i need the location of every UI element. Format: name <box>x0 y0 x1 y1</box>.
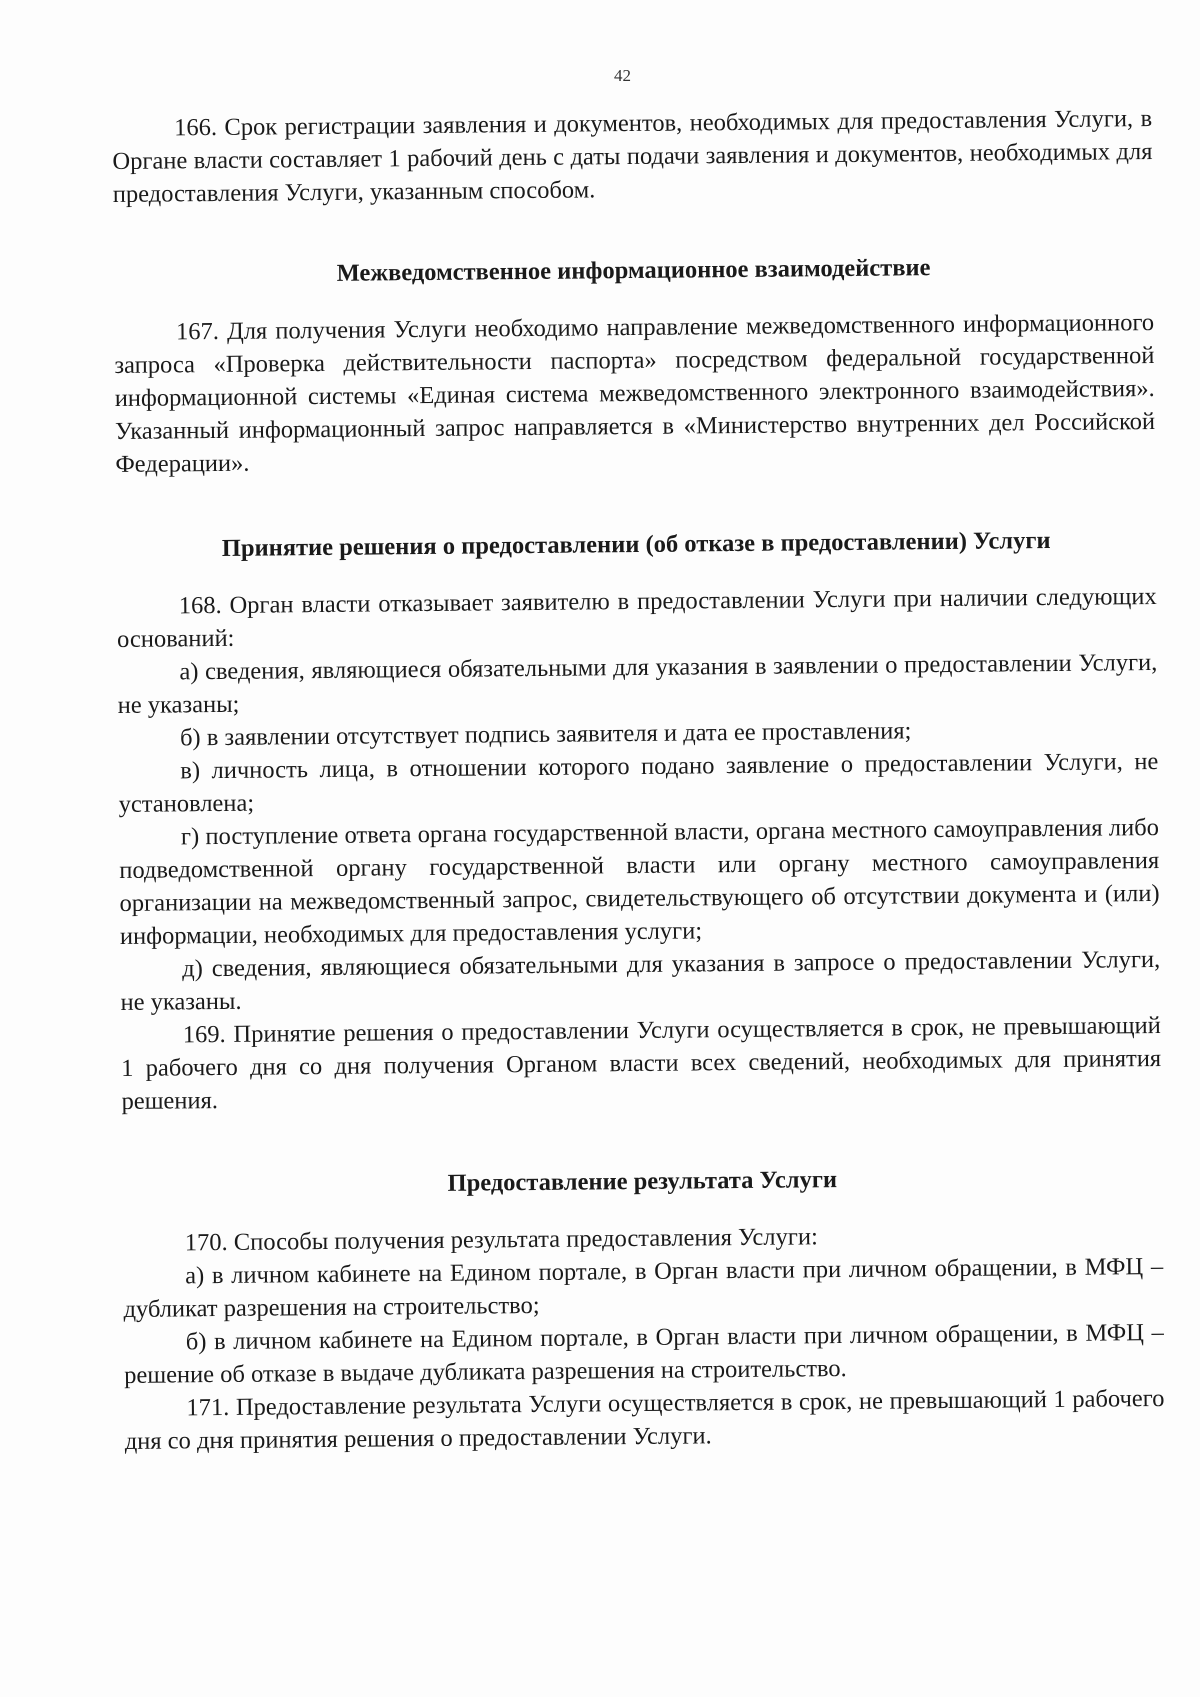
section-heading-interagency: Межведомственное информационное взаимодействие <box>336 254 931 287</box>
paragraph-168: 168. Орган власти отказывает заявителю в предоставлении Услуги при наличии следующих оснований: <box>116 582 1157 653</box>
paragraph-166: 166. Срок регистрации заявления и документов, необходимых для предоставления Услуги, в Органе власти составляет 1 рабочий день с даты подачи заявления и документов, необходимых для предоставления Услуги, указанным способом. <box>112 105 1153 208</box>
paragraph-169: 169. Принятие решения о предоставлении Услуги осуществляется в срок, не превышающий 1 рабочего дня со дня получения Органом власти всех сведений, необходимых для принятия решения. <box>121 1011 1162 1115</box>
page-number: 42 <box>614 66 631 85</box>
paragraph-167: 167. Для получения Услуги необходимо направление межведомственного информационного запроса «Проверка действительности паспорта» посредством федеральной государственной информационной системы «Единая система межведомственного электронного взаимодействия». Указанный информационный запрос направляется в «Министерство внутренних дел Российской Федерации». <box>114 309 1156 478</box>
paragraph-171: 171. Предоставление результата Услуги осуществляется в срок, не превышающий 1 рабочего дня со дня принятия решения о предоставлении Услуги. <box>124 1384 1165 1455</box>
list-item-170-a: а) в личном кабинете на Едином портале, в Орган власти при личном обращении, в МФЦ – дубликат разрешения на строительство; <box>123 1252 1164 1323</box>
list-item-168-d: д) сведения, являющиеся обязательными для указания в запросе о предоставлении Услуги, не указаны. <box>120 945 1161 1016</box>
list-item-168-v: в) личность лица, в отношении которого подано заявление о предоставлении Услуги, не установлена; <box>118 747 1159 818</box>
section-heading-result: Предоставление результата Услуги <box>447 1166 838 1197</box>
document-body <box>112 102 1165 1458</box>
list-item-170-b: б) в личном кабинете на Едином портале, в Орган власти при личном обращении, в МФЦ – решение об отказе в выдаче дубликата разрешения на строительство. <box>123 1318 1164 1389</box>
section-heading-decision: Принятие решения о предоставлении (об отказе в предоставлении) Услуги <box>221 527 1051 562</box>
list-item-168-a: а) сведения, являющиеся обязательными для указания в заявлении о предоставлении Услуги, не указаны; <box>117 648 1158 719</box>
paragraph-170: 170. Способы получения результата предоставления Услуги: <box>184 1223 818 1257</box>
list-item-168-g: г) поступление ответа органа государственной власти, органа местного самоуправления либо подведомственной органу государственной власти или органу местного самоуправления организации на межведомственный запрос, свидетельствующего об отсутствии документа и (или) информации, необходимых для предоставления услуги; <box>119 813 1160 950</box>
list-item-168-b: б) в заявлении отсутствует подпись заявителя и дата ее проставления; <box>179 717 912 752</box>
